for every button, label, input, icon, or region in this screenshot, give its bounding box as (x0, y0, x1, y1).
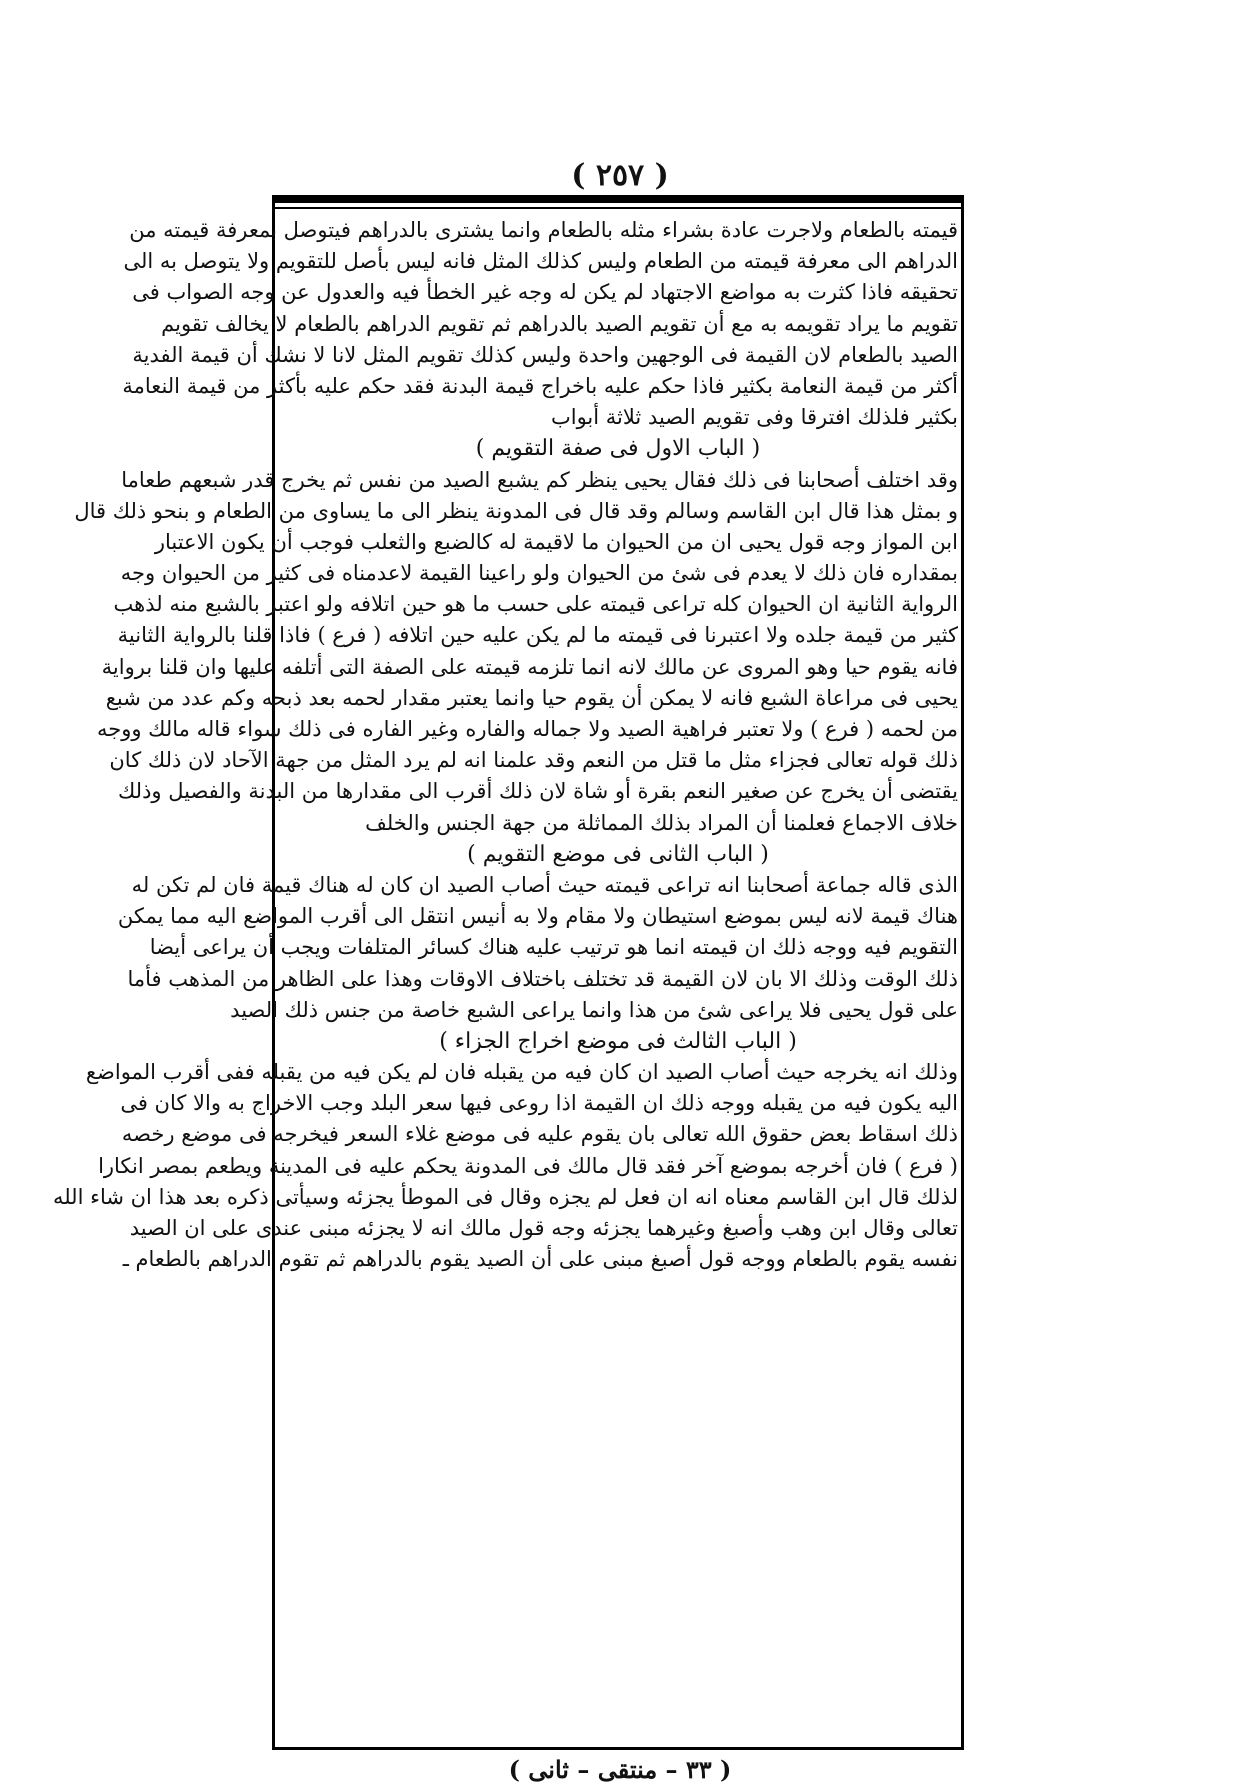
text-line: من لحمه ( فرع ) ولا تعتبر فراهية الصيد ولا جماله والفاره وغير الفاره فى ذلك سواء قاله مالك ووجه (96, 717, 958, 741)
text-line: و بمثل هذا قال ابن القاسم وسالم وقد قال فى المدونة ينظر الى ما يساوى من الطعام و بنحو ذلك قال (74, 498, 958, 523)
text-line: نفسه يقوم بالطعام ووجه قول أصبغ مبنى على أن الصيد يقوم بالدراهم ثم تقوم الدراهم بالطعام ـ (122, 1247, 958, 1272)
text-line: كثير من قيمة جلده ولا اعتبرنا فى قيمته ما لم يكن عليه حين اتلافه ( فرع ) فاذا قلنا بالرواية الثانية (117, 623, 958, 648)
text-line: ابن المواز وجه قول يحيى ان من الحيوان ما لاقيمة له كالضبع والثعلب فوجب أن يكون الاعتبار (154, 529, 958, 554)
text-line: يقتضى أن يخرج عن صغير النعم بقرة أو شاة لان ذلك أقرب الى مقدارها من البدنة والفصيل وذلك (117, 779, 958, 804)
body-text (52, 215, 958, 1275)
text-line: فانه يقوم حيا وهو المروى عن مالك لانه انما تلزمه قيمته على الصفة التى أتلفه عليها وان قلنا برواية (101, 654, 958, 679)
top-rule-thin (272, 207, 964, 209)
text-line: وقد اختلف أصحابنا فى ذلك فقال يحيى ينظر كم يشبع الصيد من نفس ثم يخرج قدر شبعهم طعاما (121, 467, 958, 492)
text-line: على قول يحيى فلا يراعى شئ من هذا وانما يراعى الشبع خاصة من جنس ذلك الصيد (230, 997, 958, 1022)
section-heading: ( الباب الثانى فى موضع التقويم ) (467, 841, 769, 867)
text-line: الدراهم الى معرفة قيمته من الطعام وليس كذلك المثل فانه ليس بأصل للتقويم ولا يتوصل به الى (123, 249, 958, 274)
text-line: تعالى وقال ابن وهب وأصبغ وغيرهما يجزئه وجه قول مالك انه لا يجزئه مبنى عندى على ان الصيد (129, 1216, 958, 1240)
text-line: الرواية الثانية ان الحيوان كله تراعى قيمته على حسب ما هو حين اتلافه ولو اعتبر بالشبع منه لذهب (113, 592, 958, 617)
text-line: الذى قاله جماعة أصحابنا انه تراعى قيمته حيث أصاب الصيد ان كان له هناك قيمة فان لم تكن له (131, 872, 958, 897)
section-heading: ( الباب الاول فى صفة التقويم ) (475, 436, 761, 462)
top-rule (272, 195, 964, 203)
text-line: تحقيقه فاذا كثرت به مواضع الاجتهاد لم يكن له وجه غير الخطأ فيه والعدول عن وجه الصواب فى (132, 280, 958, 305)
text-line: بمقداره فان ذلك لا يعدم فى شئ من الحيوان ولو راعينا القيمة لاعدمناه فى كثير من الحيوان وجه (120, 561, 958, 586)
text-line: وذلك انه يخرجه حيث أصاب الصيد ان كان فيه من يقبله فان لم يكن فيه من يقبله ففى أقرب المواضع (85, 1060, 958, 1085)
footer-signature: ( ٣٣ – منتقى – ثانى ) (508, 1755, 732, 1784)
text-line: لذلك قال ابن القاسم معناه انه ان فعل لم يجزه وقال فى الموطأ يجزئه وسيأتى ذكره بعد هذا ان شاء الله (52, 1184, 958, 1209)
text-line: ذلك قوله تعالى فجزاء مثل ما قتل من النعم وقد علمنا انه لم يرد المثل من جهة الآحاد لان ذلك كان (109, 748, 958, 773)
text-line: بكثير فلذلك افترقا وفى تقويم الصيد ثلاثة أبواب (550, 405, 958, 430)
text-frame (52, 195, 964, 1750)
text-line: الصيد بالطعام لان القيمة فى الوجهين واحدة وليس كذلك تقويم المثل لانا لا نشك أن قيمة الفدية (132, 342, 958, 367)
text-line: يحيى فى مراعاة الشبع فانه لا يمكن أن يقوم حيا وانما يعتبر مقدار لحمه بعد ذبحه وكم عدد من شبع (105, 685, 958, 710)
section-heading: ( الباب الثالث فى موضع اخراج الجزاء ) (439, 1028, 797, 1054)
text-line: ذلك اسقاط بعض حقوق الله تعالى بان يقوم عليه فى موضع غلاء السعر فيخرجه فى موضع رخصه (121, 1122, 958, 1147)
text-line: خلاف الاجماع فعلمنا أن المراد بذلك المماثلة من جهة الجنس والخلف (365, 810, 958, 835)
text-line: قيمته بالطعام ولاجرت عادة بشراء مثله بالطعام وانما يشترى بالدراهم فيتوصل بمعرفة قيمته من (129, 218, 958, 242)
bottom-rule (275, 1747, 961, 1750)
text-line: ذلك الوقت وذلك الا بان لان القيمة قد تختلف باختلاف الاوقات وهذا على الظاهر من المذهب فأما (127, 966, 958, 991)
text-line: التقويم فيه ووجه ذلك ان قيمته انما هو ترتيب عليه هناك كسائر المتلفات ويجب أن يراعى أيضا (149, 935, 958, 960)
text-line: أكثر من قيمة النعامة بكثير فاذا حكم عليه باخراج قيمة البدنة فقد حكم عليه بأكثر من قيمة النعامة (122, 373, 958, 398)
page-number: ( ٢٥٧ ) (571, 158, 669, 193)
text-line: ( فرع ) فان أخرجه بموضع آخر فقد قال مالك فى المدونة يحكم عليه فى المدينة ويطعم بمصر انكارا (98, 1153, 958, 1178)
right-rule (961, 195, 964, 1750)
text-line: تقويم ما يراد تقويمه به مع أن تقويم الصيد بالدراهم ثم تقويم الدراهم بالطعام لا يخالف تقويم (161, 311, 958, 336)
text-line: هناك قيمة لانه ليس بموضع استيطان ولا مقام ولا به أنيس انتقل الى أقرب المواضع اليه مما يمكن (117, 904, 958, 929)
text-line: اليه يكون فيه من يقبله ووجه ذلك ان القيمة اذا روعى فيها سعر البلد وجب الاخراج به والا كان فى (120, 1091, 958, 1116)
